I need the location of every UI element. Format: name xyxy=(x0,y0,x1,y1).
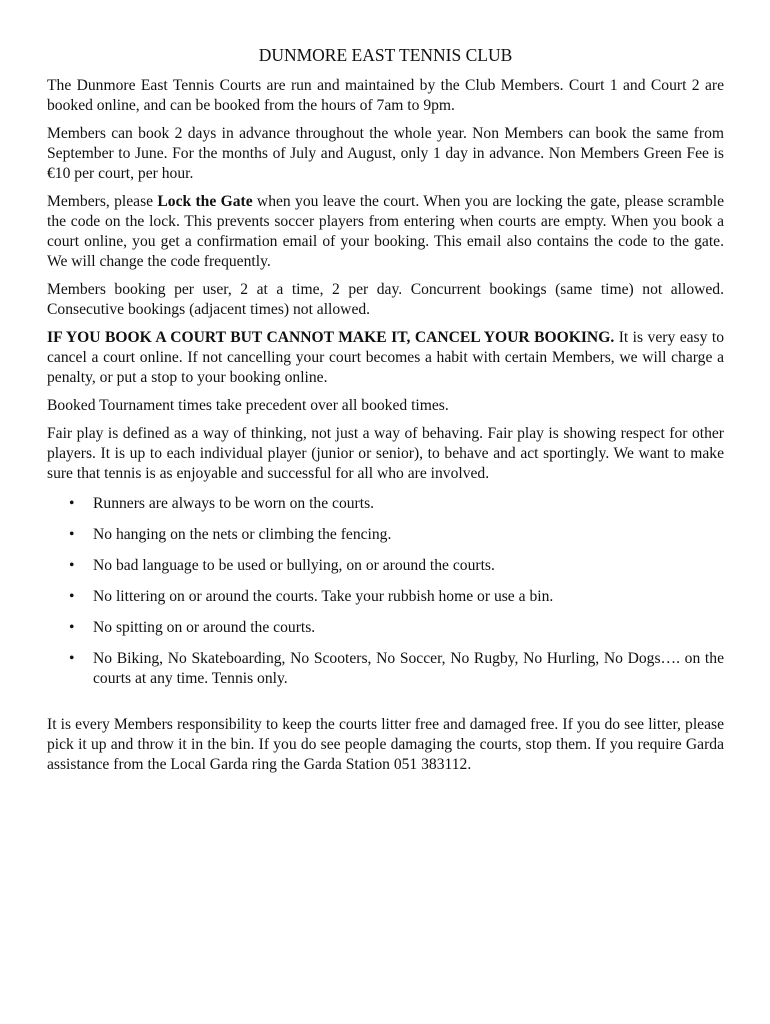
bullet-icon: • xyxy=(69,650,75,667)
rule-text: No bad language to be used or bullying, on or around the courts. xyxy=(93,557,495,574)
bullet-icon: • xyxy=(69,526,75,543)
list-item xyxy=(47,618,724,638)
document-title: DUNMORE EAST TENNIS CLUB xyxy=(258,45,513,65)
paragraph-tournament xyxy=(47,396,724,416)
list-item xyxy=(47,587,724,607)
rule-text: No littering on or around the courts. Take your rubbish home or use a bin. xyxy=(93,588,554,605)
paragraph-member-responsibility xyxy=(47,715,724,775)
paragraph-lock-gate-text-end: when you leave the court. When you are locking the gate, please scramble the code on the lock. This prevents soccer players from entering when courts are empty. When you book a court online, you get a confirmation email of your booking. This email also contains the code to the gate. We will change the code frequently. xyxy=(47,193,724,270)
rule-text: No hanging on the nets or climbing the fencing. xyxy=(93,526,392,543)
list-item xyxy=(47,525,724,545)
paragraph-fair-play-text: Fair play is defined as a way of thinking, not just a way of behaving. Fair play is showing respect for other players. It is up to each individual player (junior or senior), to behave and act sportingly. We want to make sure that tennis is as enjoyable and successful for all who are involved. xyxy=(47,425,724,482)
court-rules-list xyxy=(47,494,724,689)
paragraph-booking-advance-text: Members can book 2 days in advance throughout the whole year. Non Members can book the same from September to June. For the months of July and August, only 1 day in advance. Non Members Green Fee is €10 per court, per hour. xyxy=(47,125,724,182)
list-item xyxy=(47,494,724,514)
bullet-icon: • xyxy=(69,557,75,574)
document-page xyxy=(47,44,724,783)
paragraph-tournament-text: Booked Tournament times take precedent over all booked times. xyxy=(47,397,449,414)
bullet-icon: • xyxy=(69,619,75,636)
paragraph-courts-intro-text: The Dunmore East Tennis Courts are run and maintained by the Club Members. Court 1 and Court 2 are booked online, and can be booked from the hours of 7am to 9pm. xyxy=(47,77,724,114)
rule-text: No Biking, No Skateboarding, No Scooters, No Soccer, No Rugby, No Hurling, No Dogs…. on the courts at any time. Tennis only. xyxy=(93,650,724,687)
paragraph-cancel-booking-text: It is very easy to cancel a court online. If not cancelling your court becomes a habit with certain Members, we will charge a penalty, or put a stop to your booking online. xyxy=(47,329,725,386)
bullet-icon: • xyxy=(69,588,75,605)
list-item xyxy=(47,649,724,689)
paragraph-booking-advance xyxy=(47,124,724,184)
cancel-booking-emphasis: IF YOU BOOK A COURT BUT CANNOT MAKE IT, CANCEL YOUR BOOKING. xyxy=(47,329,615,346)
paragraph-booking-limits xyxy=(47,280,724,320)
paragraph-member-responsibility-text: It is every Members responsibility to keep the courts litter free and damaged free. If you do see litter, please pick it up and throw it in the bin. If you do see people damaging the courts, stop them. If you require Garda assistance from the Local Garda ring the Garda Station 051 383112. xyxy=(47,716,724,773)
lock-gate-emphasis: Lock the Gate xyxy=(157,193,253,210)
list-item xyxy=(47,556,724,576)
paragraph-fair-play xyxy=(47,424,724,484)
paragraph-booking-limits-text: Members booking per user, 2 at a time, 2 per day. Concurrent bookings (same time) not allowed. Consecutive bookings (adjacent times) not allowed. xyxy=(47,281,724,318)
paragraph-lock-gate-text-start: Members, please xyxy=(47,193,158,210)
paragraph-lock-gate xyxy=(47,192,724,272)
paragraph-courts-intro xyxy=(47,76,724,116)
paragraph-cancel-booking xyxy=(47,328,724,388)
bullet-icon: • xyxy=(69,495,75,512)
rule-text: Runners are always to be worn on the courts. xyxy=(93,495,375,512)
rule-text: No spitting on or around the courts. xyxy=(93,619,316,636)
